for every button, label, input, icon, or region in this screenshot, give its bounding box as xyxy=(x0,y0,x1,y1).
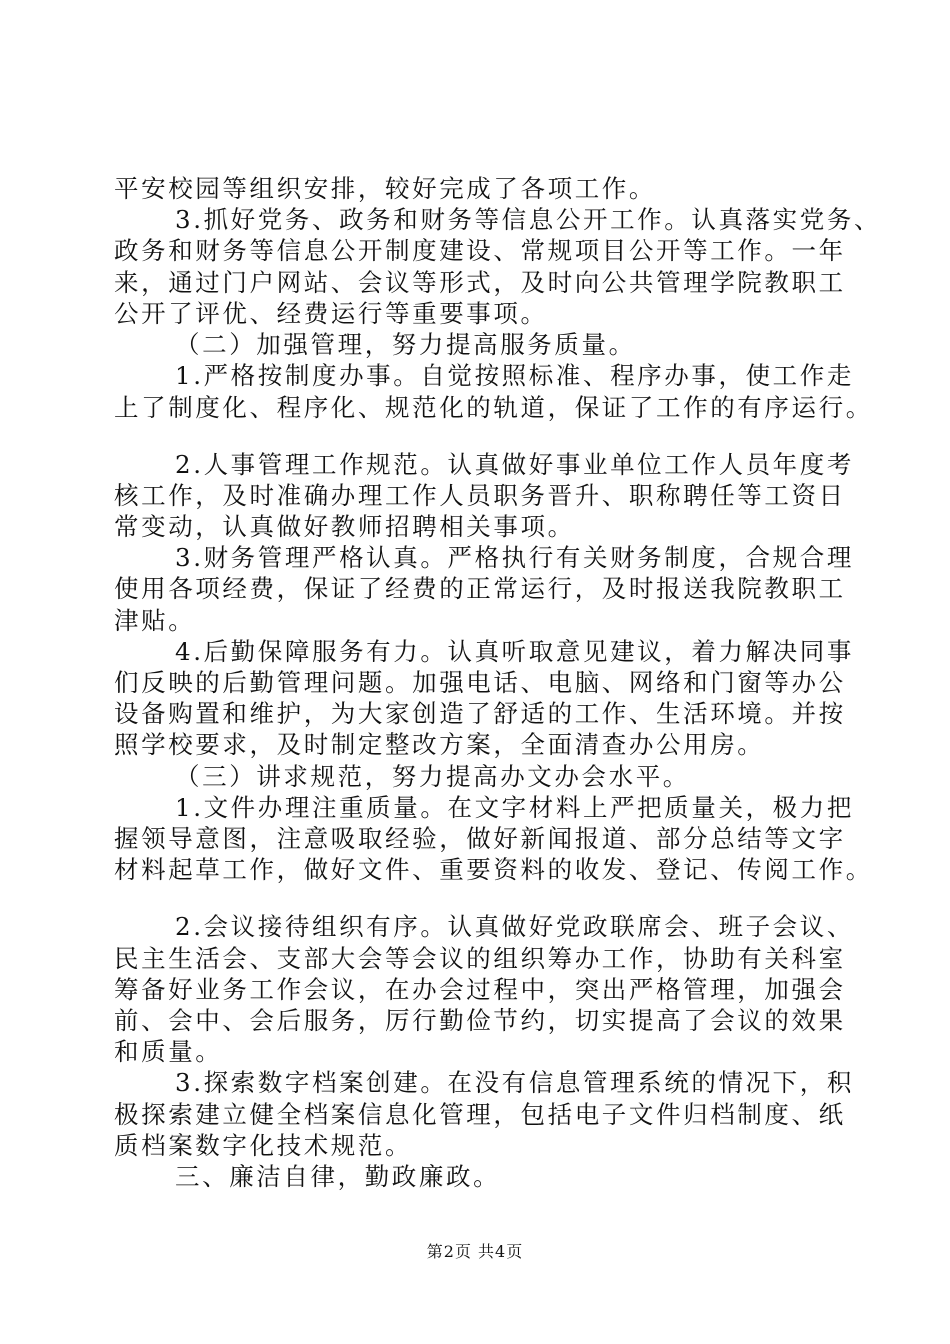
section-heading: （二）加强管理，努力提高服务质量。 xyxy=(175,330,636,360)
text-line: 常变动，认真做好教师招聘相关事项。 xyxy=(114,511,575,541)
section-heading: （三）讲求规范，努力提高办文办会水平。 xyxy=(175,761,690,791)
text-line: 筹备好业务工作会议，在办会过程中，突出严格管理，加强会 xyxy=(114,974,846,1004)
text-line: 津贴。 xyxy=(114,605,196,635)
text-line: 使用各项经费，保证了经费的正常运行，及时报送我院教职工 xyxy=(114,574,846,604)
text-line: 设备购置和维护，为大家创造了舒适的工作、生活环境。并按 xyxy=(114,699,846,729)
text-line: 上了制度化、程序化、规范化的轨道，保证了工作的有序运行。 xyxy=(114,392,873,422)
text-line: 极探索建立健全档案信息化管理，包括电子文件归档制度、纸 xyxy=(114,1099,846,1129)
text-line: 1.文件办理注重质量。在文字材料上严把质量关，极力把 xyxy=(175,792,854,822)
text-line: 3.抓好党务、政务和财务等信息公开工作。认真落实党务、 xyxy=(175,205,882,235)
text-line: 1.严格按制度办事。自觉按照标准、程序办事，使工作走 xyxy=(175,361,854,391)
text-line: 公开了评优、经费运行等重要事项。 xyxy=(114,298,548,328)
text-line: 3.探索数字档案创建。在没有信息管理系统的情况下，积 xyxy=(175,1068,854,1098)
text-line: 2.人事管理工作规范。认真做好事业单位工作人员年度考 xyxy=(175,449,854,479)
text-line: 3.财务管理严格认真。严格执行有关财务制度，合规合理 xyxy=(175,543,854,573)
text-line: 照学校要求，及时制定整改方案，全面清查办公用房。 xyxy=(114,730,765,760)
text-line: 质档案数字化技术规范。 xyxy=(114,1130,413,1160)
text-line: 4.后勤保障服务有力。认真听取意见建议，着力解决同事 xyxy=(175,636,854,666)
text-line: 政务和财务等信息公开制度建设、常规项目公开等工作。一年 xyxy=(114,236,846,266)
text-line: 来，通过门户网站、会议等形式，及时向公共管理学院教职工 xyxy=(114,267,846,297)
text-line: 前、会中、会后服务，厉行勤俭节约，切实提高了会议的效果 xyxy=(114,1005,846,1035)
text-line: 核工作，及时准确办理工作人员职务晋升、职称聘任等工资日 xyxy=(114,480,846,510)
text-line: 民主生活会、支部大会等会议的组织筹办工作，协助有关科室 xyxy=(114,943,846,973)
section-heading: 三、廉洁自律，勤政廉政。 xyxy=(175,1162,501,1191)
text-line: 平安校园等组织安排，较好完成了各项工作。 xyxy=(114,174,656,203)
text-line: 握领导意图，注意吸取经验，做好新闻报道、部分总结等文字 xyxy=(114,824,846,854)
text-line: 和质量。 xyxy=(114,1037,223,1067)
text-line: 材料起草工作，做好文件、重要资料的收发、登记、传阅工作。 xyxy=(114,855,873,885)
page-number-footer: 第2页 共4页 xyxy=(426,1242,524,1261)
text-line: 们反映的后勤管理问题。加强电话、电脑、网络和门窗等办公 xyxy=(114,668,846,697)
text-line: 2.会议接待组织有序。认真做好党政联席会、班子会议、 xyxy=(175,912,854,942)
